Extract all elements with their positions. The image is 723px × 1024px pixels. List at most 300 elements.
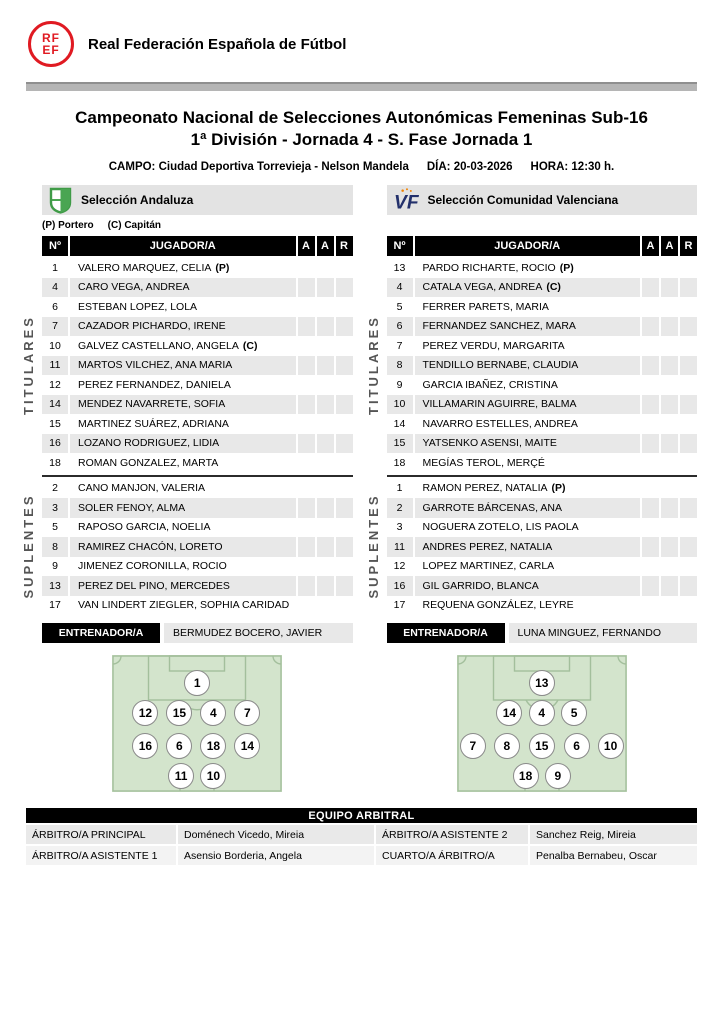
player-number: 1 (42, 258, 68, 278)
player-number: 16 (387, 576, 413, 596)
pitch-diagram (457, 655, 627, 792)
player-name: NAVARRO ESTELLES, ANDREA (415, 414, 641, 434)
amonestacion-cell-2 (317, 414, 334, 434)
player-name: GARCIA IBAÑEZ, CRISTINA (415, 375, 641, 395)
table-row (42, 453, 353, 473)
formation-player-circle: 7 (234, 700, 260, 726)
amonestacion-cell-2 (317, 356, 334, 376)
player-name: LOZANO RODRIGUEZ, LIDIA (70, 434, 296, 454)
table-row (42, 414, 353, 434)
suplentes-label: SUPLENTES (21, 493, 36, 599)
expulsion-cell (680, 356, 697, 376)
amonestacion-cell-1 (298, 297, 315, 317)
table-row (42, 317, 353, 337)
player-name: GIL GARRIDO, BLANCA (415, 576, 641, 596)
expulsion-cell (336, 434, 353, 454)
amonestacion-cell-1 (298, 375, 315, 395)
formation-player-circle: 6 (166, 733, 192, 759)
formation-player-circle: 9 (545, 763, 571, 789)
amonestacion-cell-2 (317, 479, 334, 499)
amonestacion-cell-2 (661, 557, 678, 577)
svg-text:VF: VF (393, 192, 419, 214)
expulsion-cell (336, 576, 353, 596)
formation-player-circle: 4 (200, 700, 226, 726)
player-name: PEREZ FERNANDEZ, DANIELA (70, 375, 296, 395)
formation-player-circle: 10 (598, 733, 624, 759)
player-name: RAMIREZ CHACÓN, LORETO (70, 537, 296, 557)
player-name: MARTOS VILCHEZ, ANA MARIA (70, 356, 296, 376)
formation-player-circle: 14 (234, 733, 260, 759)
referee-label: ÁRBITRO/A ASISTENTE 2 (376, 825, 528, 844)
table-row (42, 479, 353, 499)
expulsion-cell (680, 317, 697, 337)
table-row (387, 557, 698, 577)
table-row (387, 278, 698, 298)
suplentes-label: SUPLENTES (365, 493, 381, 599)
player-number: 3 (42, 498, 68, 518)
player-number: 5 (387, 297, 413, 317)
expulsion-cell (680, 518, 697, 538)
table-row (387, 356, 698, 376)
player-name: PEREZ VERDU, MARGARITA (415, 336, 641, 356)
expulsion-cell (336, 297, 353, 317)
player-number: 12 (387, 557, 413, 577)
amonestacion-cell-1 (642, 498, 659, 518)
col-header-num: Nº (42, 236, 68, 256)
player-name: LOPEZ MARTINEZ, CARLA (415, 557, 641, 577)
amonestacion-cell-2 (317, 375, 334, 395)
player-name: FERNANDEZ SANCHEZ, MARA (415, 317, 641, 337)
teams-row (20, 185, 697, 792)
player-name: GALVEZ CASTELLANO, ANGELA (C) (70, 336, 296, 356)
col-header-a2: A (661, 236, 678, 256)
formation-player-circle: 6 (564, 733, 590, 759)
amonestacion-cell-1 (298, 434, 315, 454)
divider-bar (26, 82, 697, 91)
player-number: 9 (42, 557, 68, 577)
amonestacion-cell-1 (298, 576, 315, 596)
amonestacion-cell-1 (642, 518, 659, 538)
referee-label: ÁRBITRO/A PRINCIPAL (26, 825, 176, 844)
expulsion-cell (680, 576, 697, 596)
roster-table-header (387, 236, 698, 256)
amonestacion-cell-1 (298, 537, 315, 557)
coach-row (387, 623, 698, 643)
expulsion-cell (680, 537, 697, 557)
player-name: MARTINEZ SUÁREZ, ADRIANA (70, 414, 296, 434)
valenciana-vf-icon (394, 187, 419, 213)
expulsion-cell (336, 395, 353, 415)
col-header-num: Nº (387, 236, 413, 256)
expulsion-cell (680, 258, 697, 278)
player-number: 13 (42, 576, 68, 596)
amonestacion-cell-2 (661, 596, 678, 616)
formation-player-circle: 4 (529, 700, 555, 726)
table-row (387, 537, 698, 557)
legend-capitan: (C) Capitán (107, 220, 162, 232)
formation-player-circle: 13 (529, 670, 555, 696)
player-tag: (P) (559, 261, 574, 274)
col-header-r: R (336, 236, 353, 256)
table-row (42, 557, 353, 577)
amonestacion-cell-2 (661, 537, 678, 557)
amonestacion-cell-2 (317, 336, 334, 356)
col-header-r: R (680, 236, 697, 256)
amonestacion-cell-2 (661, 278, 678, 298)
team-name: Selección Comunidad Valenciana (427, 193, 619, 208)
coach-name: BERMUDEZ BOCERO, JAVIER (164, 623, 353, 643)
amonestacion-cell-1 (298, 414, 315, 434)
titulares-group (365, 258, 698, 473)
team-column-valenciana (365, 185, 698, 792)
expulsion-cell (680, 453, 697, 473)
expulsion-cell (680, 375, 697, 395)
player-number: 16 (42, 434, 68, 454)
player-name: SOLER FENOY, ALMA (70, 498, 296, 518)
formation-player-circle: 15 (529, 733, 555, 759)
team-name: Selección Andaluza (81, 193, 194, 208)
amonestacion-cell-1 (642, 375, 659, 395)
formation-player-circle: 14 (496, 700, 522, 726)
expulsion-cell (336, 258, 353, 278)
player-name: CAZADOR PICHARDO, IRENE (70, 317, 296, 337)
player-name: ESTEBAN LOPEZ, LOLA (70, 297, 296, 317)
titulares-group (21, 258, 353, 473)
suplentes-group (365, 475, 698, 616)
amonestacion-cell-2 (661, 297, 678, 317)
roster-table (365, 236, 698, 615)
amonestacion-cell-1 (298, 317, 315, 337)
team-column-andaluza (20, 185, 353, 792)
amonestacion-cell-2 (661, 498, 678, 518)
org-name: Real Federación Española de Fútbol (88, 35, 347, 53)
rfef-logo-icon (28, 21, 74, 67)
legend-portero: (P) Portero (42, 220, 94, 232)
amonestacion-cell-1 (642, 395, 659, 415)
player-tag: (C) (242, 339, 258, 352)
amonestacion-cell-1 (642, 596, 659, 616)
amonestacion-cell-2 (661, 453, 678, 473)
formation-player-circle: 18 (513, 763, 539, 789)
player-number: 11 (387, 537, 413, 557)
expulsion-cell (336, 356, 353, 376)
player-number: 6 (42, 297, 68, 317)
amonestacion-cell-1 (298, 336, 315, 356)
table-row (387, 414, 698, 434)
amonestacion-cell-1 (642, 336, 659, 356)
player-name: CARO VEGA, ANDREA (70, 278, 296, 298)
player-number: 4 (42, 278, 68, 298)
player-name: VALERO MARQUEZ, CELIA (P) (70, 258, 296, 278)
formation-player-circle: 8 (494, 733, 520, 759)
amonestacion-cell-2 (317, 453, 334, 473)
player-number: 2 (387, 498, 413, 518)
player-number: 17 (387, 596, 413, 616)
match-info (26, 161, 697, 173)
player-number: 15 (42, 414, 68, 434)
amonestacion-cell-1 (642, 576, 659, 596)
amonestacion-cell-1 (298, 278, 315, 298)
table-row (42, 498, 353, 518)
amonestacion-cell-2 (317, 297, 334, 317)
amonestacion-cell-2 (317, 518, 334, 538)
amonestacion-cell-2 (661, 479, 678, 499)
formation-player-circle: 11 (168, 763, 194, 789)
table-row (387, 375, 698, 395)
amonestacion-cell-1 (642, 557, 659, 577)
table-row (387, 498, 698, 518)
amonestacion-cell-1 (642, 414, 659, 434)
player-number: 15 (387, 434, 413, 454)
player-number: 2 (42, 479, 68, 499)
table-row (42, 395, 353, 415)
amonestacion-cell-1 (642, 297, 659, 317)
player-name: JIMENEZ CORONILLA, ROCIO (70, 557, 296, 577)
formation-player-circle: 7 (460, 733, 486, 759)
expulsion-cell (336, 336, 353, 356)
match-info-dia: DÍA: 20-03-2026 (426, 161, 513, 174)
player-number: 13 (387, 258, 413, 278)
player-name: TENDILLO BERNABE, CLAUDIA (415, 356, 641, 376)
player-number: 3 (387, 518, 413, 538)
player-name: CANO MANJON, VALERIA (70, 479, 296, 499)
player-name: RAMON PEREZ, NATALIA (P) (415, 479, 641, 499)
player-name: YATSENKO ASENSI, MAITE (415, 434, 641, 454)
roster-table-header (42, 236, 353, 256)
table-row (387, 297, 698, 317)
amonestacion-cell-1 (298, 557, 315, 577)
col-header-a2: A (317, 236, 334, 256)
amonestacion-cell-2 (317, 537, 334, 557)
amonestacion-cell-2 (661, 356, 678, 376)
titulares-label: TITULARES (365, 315, 381, 416)
expulsion-cell (680, 278, 697, 298)
player-number: 5 (42, 518, 68, 538)
amonestacion-cell-2 (661, 375, 678, 395)
rfef-logo-line1: RF (42, 31, 60, 45)
amonestacion-cell-2 (317, 557, 334, 577)
formation-player-circle: 15 (166, 700, 192, 726)
legend (42, 220, 353, 236)
player-name: CATALA VEGA, ANDREA (C) (415, 278, 641, 298)
rfef-logo-line2: EF (42, 43, 60, 57)
referee-value: Doménech Vicedo, Mireia (178, 825, 374, 844)
table-row (387, 258, 698, 278)
expulsion-cell (680, 434, 697, 454)
player-number: 14 (387, 414, 413, 434)
player-name: FERRER PARETS, MARIA (415, 297, 641, 317)
expulsion-cell (336, 375, 353, 395)
player-number: 6 (387, 317, 413, 337)
team-header (387, 185, 698, 215)
player-name: MEGÍAS TEROL, MERÇÉ (415, 453, 641, 473)
player-number: 8 (42, 537, 68, 557)
expulsion-cell (336, 278, 353, 298)
pitch-diagram (112, 655, 282, 792)
player-name: ROMAN GONZALEZ, MARTA (70, 453, 296, 473)
formation-player-circle: 16 (132, 733, 158, 759)
formation-player-circle: 18 (200, 733, 226, 759)
amonestacion-cell-1 (642, 278, 659, 298)
page-title: Campeonato Nacional de Selecciones Autonómicas Femeninas Sub-16 1ª División - Jornada 4 - S. Fase Jornada 1 (75, 108, 648, 150)
table-row (387, 336, 698, 356)
amonestacion-cell-1 (298, 479, 315, 499)
player-number: 4 (387, 278, 413, 298)
expulsion-cell (336, 479, 353, 499)
formation-player-circle: 12 (132, 700, 158, 726)
coach-name: LUNA MINGUEZ, FERNANDO (509, 623, 698, 643)
player-name: NOGUERA ZOTELO, LIS PAOLA (415, 518, 641, 538)
table-row (387, 317, 698, 337)
table-row (42, 278, 353, 298)
referee-label: ÁRBITRO/A ASISTENTE 1 (26, 846, 176, 865)
amonestacion-cell-2 (661, 317, 678, 337)
referee-value: Sanchez Reig, Mireia (530, 825, 697, 844)
referee-grid (26, 825, 697, 865)
col-header-a1: A (642, 236, 659, 256)
andalucia-shield-icon (49, 187, 72, 214)
player-tag: (P) (551, 482, 566, 495)
amonestacion-cell-1 (298, 395, 315, 415)
expulsion-cell (336, 596, 353, 616)
amonestacion-cell-2 (661, 518, 678, 538)
formation-player-circle: 5 (561, 700, 587, 726)
amonestacion-cell-2 (661, 258, 678, 278)
player-name: PEREZ DEL PINO, MERCEDES (70, 576, 296, 596)
col-header-a1: A (298, 236, 315, 256)
amonestacion-cell-1 (642, 356, 659, 376)
expulsion-cell (680, 297, 697, 317)
titulares-label: TITULARES (21, 315, 36, 416)
table-row (42, 518, 353, 538)
player-number: 1 (387, 479, 413, 499)
player-number: 9 (387, 375, 413, 395)
match-info-hora: HORA: 12:30 h. (530, 161, 615, 174)
amonestacion-cell-1 (642, 317, 659, 337)
player-number: 12 (42, 375, 68, 395)
amonestacion-cell-2 (317, 498, 334, 518)
player-name: VILLAMARIN AGUIRRE, BALMA (415, 395, 641, 415)
team-header (42, 185, 353, 215)
roster-table (21, 236, 353, 615)
amonestacion-cell-1 (642, 479, 659, 499)
match-info-campo: CAMPO: Ciudad Deportiva Torrevieja - Nelson Mandela (108, 161, 409, 174)
player-name: VAN LINDERT ZIEGLER, SOPHIA CARIDAD (70, 596, 296, 616)
amonestacion-cell-2 (661, 576, 678, 596)
amonestacion-cell-1 (298, 356, 315, 376)
expulsion-cell (680, 596, 697, 616)
amonestacion-cell-1 (642, 434, 659, 454)
table-row (387, 395, 698, 415)
amonestacion-cell-2 (317, 317, 334, 337)
amonestacion-cell-1 (642, 453, 659, 473)
table-row (387, 453, 698, 473)
expulsion-cell (680, 498, 697, 518)
col-header-player: JUGADOR/A (415, 236, 641, 256)
player-name: RAPOSO GARCIA, NOELIA (70, 518, 296, 538)
table-row (42, 576, 353, 596)
player-tag: (P) (215, 261, 230, 274)
expulsion-cell (680, 336, 697, 356)
table-row (387, 434, 698, 454)
table-row (42, 537, 353, 557)
expulsion-cell (680, 479, 697, 499)
table-row (387, 576, 698, 596)
player-number: 17 (42, 596, 68, 616)
player-number: 18 (42, 453, 68, 473)
formation-player-circle: 1 (184, 670, 210, 696)
player-number: 10 (42, 336, 68, 356)
player-number: 8 (387, 356, 413, 376)
coach-row (42, 623, 353, 643)
amonestacion-cell-2 (317, 576, 334, 596)
referee-value: Asensio Borderia, Angela (178, 846, 374, 865)
expulsion-cell (680, 414, 697, 434)
player-name: REQUENA GONZÁLEZ, LEYRE (415, 596, 641, 616)
amonestacion-cell-2 (317, 258, 334, 278)
amonestacion-cell-2 (661, 336, 678, 356)
amonestacion-cell-2 (661, 414, 678, 434)
coach-label: ENTRENADOR/A (387, 623, 505, 643)
player-number: 14 (42, 395, 68, 415)
player-number: 10 (387, 395, 413, 415)
expulsion-cell (336, 453, 353, 473)
referee-value: Penalba Bernabeu, Oscar (530, 846, 697, 865)
table-row (42, 356, 353, 376)
legend-spacer (387, 220, 698, 236)
table-row (387, 518, 698, 538)
player-name: MENDEZ NAVARRETE, SOFIA (70, 395, 296, 415)
player-number: 7 (387, 336, 413, 356)
player-name: PARDO RICHARTE, ROCIO (P) (415, 258, 641, 278)
table-row (42, 596, 353, 616)
amonestacion-cell-1 (298, 498, 315, 518)
amonestacion-cell-2 (317, 395, 334, 415)
referee-section (26, 808, 697, 865)
suplentes-group (21, 475, 353, 616)
table-row (42, 434, 353, 454)
referee-section-title: EQUIPO ARBITRAL (26, 808, 697, 823)
amonestacion-cell-2 (661, 434, 678, 454)
expulsion-cell (336, 498, 353, 518)
expulsion-cell (336, 557, 353, 577)
table-row (42, 336, 353, 356)
col-header-player: JUGADOR/A (70, 236, 296, 256)
table-row (42, 375, 353, 395)
table-row (387, 596, 698, 616)
amonestacion-cell-1 (298, 258, 315, 278)
amonestacion-cell-1 (298, 518, 315, 538)
table-row (42, 258, 353, 278)
table-row (387, 479, 698, 499)
player-name: ANDRES PEREZ, NATALIA (415, 537, 641, 557)
table-row (42, 297, 353, 317)
expulsion-cell (336, 317, 353, 337)
player-name: GARROTE BÁRCENAS, ANA (415, 498, 641, 518)
amonestacion-cell-2 (317, 596, 334, 616)
expulsion-cell (680, 395, 697, 415)
player-tag: (C) (546, 281, 561, 294)
amonestacion-cell-1 (298, 596, 315, 616)
player-number: 11 (42, 356, 68, 376)
expulsion-cell (336, 518, 353, 538)
referee-label: CUARTO/A ÁRBITRO/A (376, 846, 528, 865)
player-number: 7 (42, 317, 68, 337)
amonestacion-cell-2 (317, 278, 334, 298)
amonestacion-cell-1 (642, 258, 659, 278)
expulsion-cell (680, 557, 697, 577)
amonestacion-cell-1 (298, 453, 315, 473)
